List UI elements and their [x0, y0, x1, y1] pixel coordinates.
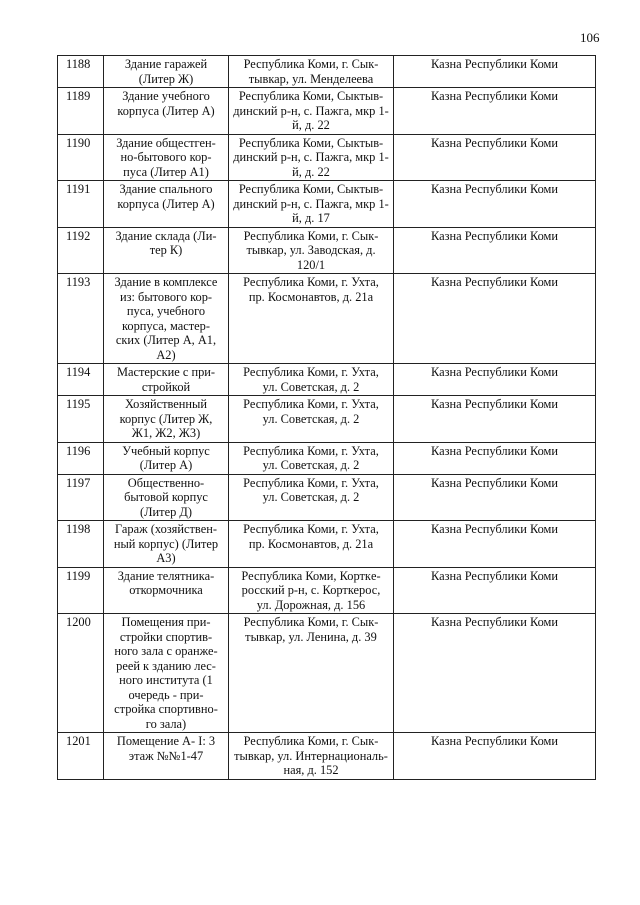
object-address: Республика Коми, г. Ухта, ул. Советская, д. 2 — [229, 442, 394, 474]
object-name: Хозяйственный корпус (Литер Ж, Ж1, Ж2, Ж3) — [104, 396, 229, 443]
object-address: Республика Коми, Сыктыв- динский р-н, с. Пажга, мкр 1- й, д. 22 — [229, 134, 394, 181]
table-row — [58, 56, 596, 88]
object-owner: Казна Республики Коми — [394, 521, 596, 568]
object-owner: Казна Республики Коми — [394, 88, 596, 135]
row-number: 1195 — [58, 396, 104, 443]
object-owner: Казна Республики Коми — [394, 567, 596, 614]
table-row — [58, 567, 596, 614]
row-number: 1200 — [58, 614, 104, 733]
object-owner: Казна Республики Коми — [394, 733, 596, 780]
table-row — [58, 227, 596, 274]
object-name: Помещение А- I: 3 этаж №№1-47 — [104, 733, 229, 780]
row-number: 1199 — [58, 567, 104, 614]
row-number: 1197 — [58, 474, 104, 521]
object-address: Республика Коми, Корткe- росский р-н, с. Корткерос, ул. Дорожная, д. 156 — [229, 567, 394, 614]
object-address: Республика Коми, г. Ухта, пр. Космонавтов, д. 21а — [229, 521, 394, 568]
row-number: 1188 — [58, 56, 104, 88]
row-number: 1192 — [58, 227, 104, 274]
object-name: Мастерские с при- стройкой — [104, 364, 229, 396]
object-owner: Казна Республики Коми — [394, 474, 596, 521]
table-row — [58, 364, 596, 396]
object-owner: Казна Республики Коми — [394, 227, 596, 274]
object-owner: Казна Республики Коми — [394, 442, 596, 474]
object-name: Помещения при- стройки спортив- ного зала с оранже- реей к зданию лес- ного института (1 очередь - при- стройка спортивно- го зала) — [104, 614, 229, 733]
object-address: Республика Коми, г. Ухта, пр. Космонавтов, д. 21а — [229, 274, 394, 364]
row-number: 1193 — [58, 274, 104, 364]
object-owner: Казна Республики Коми — [394, 56, 596, 88]
table-row — [58, 274, 596, 364]
object-owner: Казна Республики Коми — [394, 181, 596, 228]
object-owner: Казна Республики Коми — [394, 134, 596, 181]
object-owner: Казна Республики Коми — [394, 274, 596, 364]
table-row — [58, 474, 596, 521]
table-row — [58, 614, 596, 733]
row-number: 1196 — [58, 442, 104, 474]
table-row — [58, 442, 596, 474]
object-name: Здание склада (Ли- тер К) — [104, 227, 229, 274]
object-address: Республика Коми, г. Ухта, ул. Советская, д. 2 — [229, 364, 394, 396]
object-name: Учебный корпус (Литер А) — [104, 442, 229, 474]
object-address: Республика Коми, Сыктыв- динский р-н, с. Пажга, мкр 1- й, д. 17 — [229, 181, 394, 228]
object-address: Республика Коми, г. Сык- тывкар, ул. Интернациональ- ная, д. 152 — [229, 733, 394, 780]
object-owner: Казна Республики Коми — [394, 396, 596, 443]
row-number: 1194 — [58, 364, 104, 396]
row-number: 1190 — [58, 134, 104, 181]
object-name: Здание гаражей (Литер Ж) — [104, 56, 229, 88]
object-name: Здание телятника- откормочника — [104, 567, 229, 614]
table-row — [58, 396, 596, 443]
row-number: 1201 — [58, 733, 104, 780]
object-owner: Казна Республики Коми — [394, 614, 596, 733]
object-name: Здание общестген- но-бытового кор- пуса (Литер А1) — [104, 134, 229, 181]
object-name: Здание учебного корпуса (Литер А) — [104, 88, 229, 135]
object-name: Гараж (хозяйствен- ный корпус) (Литер А3) — [104, 521, 229, 568]
table-row — [58, 521, 596, 568]
page-number: 106 — [580, 30, 600, 45]
registry-body — [58, 56, 596, 780]
object-address: Республика Коми, г. Сык- тывкар, ул. Менделеева — [229, 56, 394, 88]
object-address: Республика Коми, г. Сык- тывкар, ул. Заводская, д. 120/1 — [229, 227, 394, 274]
table-row — [58, 88, 596, 135]
object-name: Здание в комплексе из: бытового кор- пуса, учебного корпуса, мастер- ских (Литер А, А1, А2) — [104, 274, 229, 364]
row-number: 1191 — [58, 181, 104, 228]
object-name: Общественно- бытовой корпус (Литер Д) — [104, 474, 229, 521]
table-row — [58, 181, 596, 228]
table-row — [58, 733, 596, 780]
table-row — [58, 134, 596, 181]
object-address: Республика Коми, г. Ухта, ул. Советская, д. 2 — [229, 474, 394, 521]
object-address: Республика Коми, Сыктыв- динский р-н, с. Пажга, мкр 1- й, д. 22 — [229, 88, 394, 135]
object-owner: Казна Республики Коми — [394, 364, 596, 396]
object-address: Республика Коми, г. Ухта, ул. Советская, д. 2 — [229, 396, 394, 443]
row-number: 1198 — [58, 521, 104, 568]
object-name: Здание спального корпуса (Литер А) — [104, 181, 229, 228]
object-address: Республика Коми, г. Сык- тывкар, ул. Ленина, д. 39 — [229, 614, 394, 733]
row-number: 1189 — [58, 88, 104, 135]
property-registry-table — [57, 55, 596, 780]
